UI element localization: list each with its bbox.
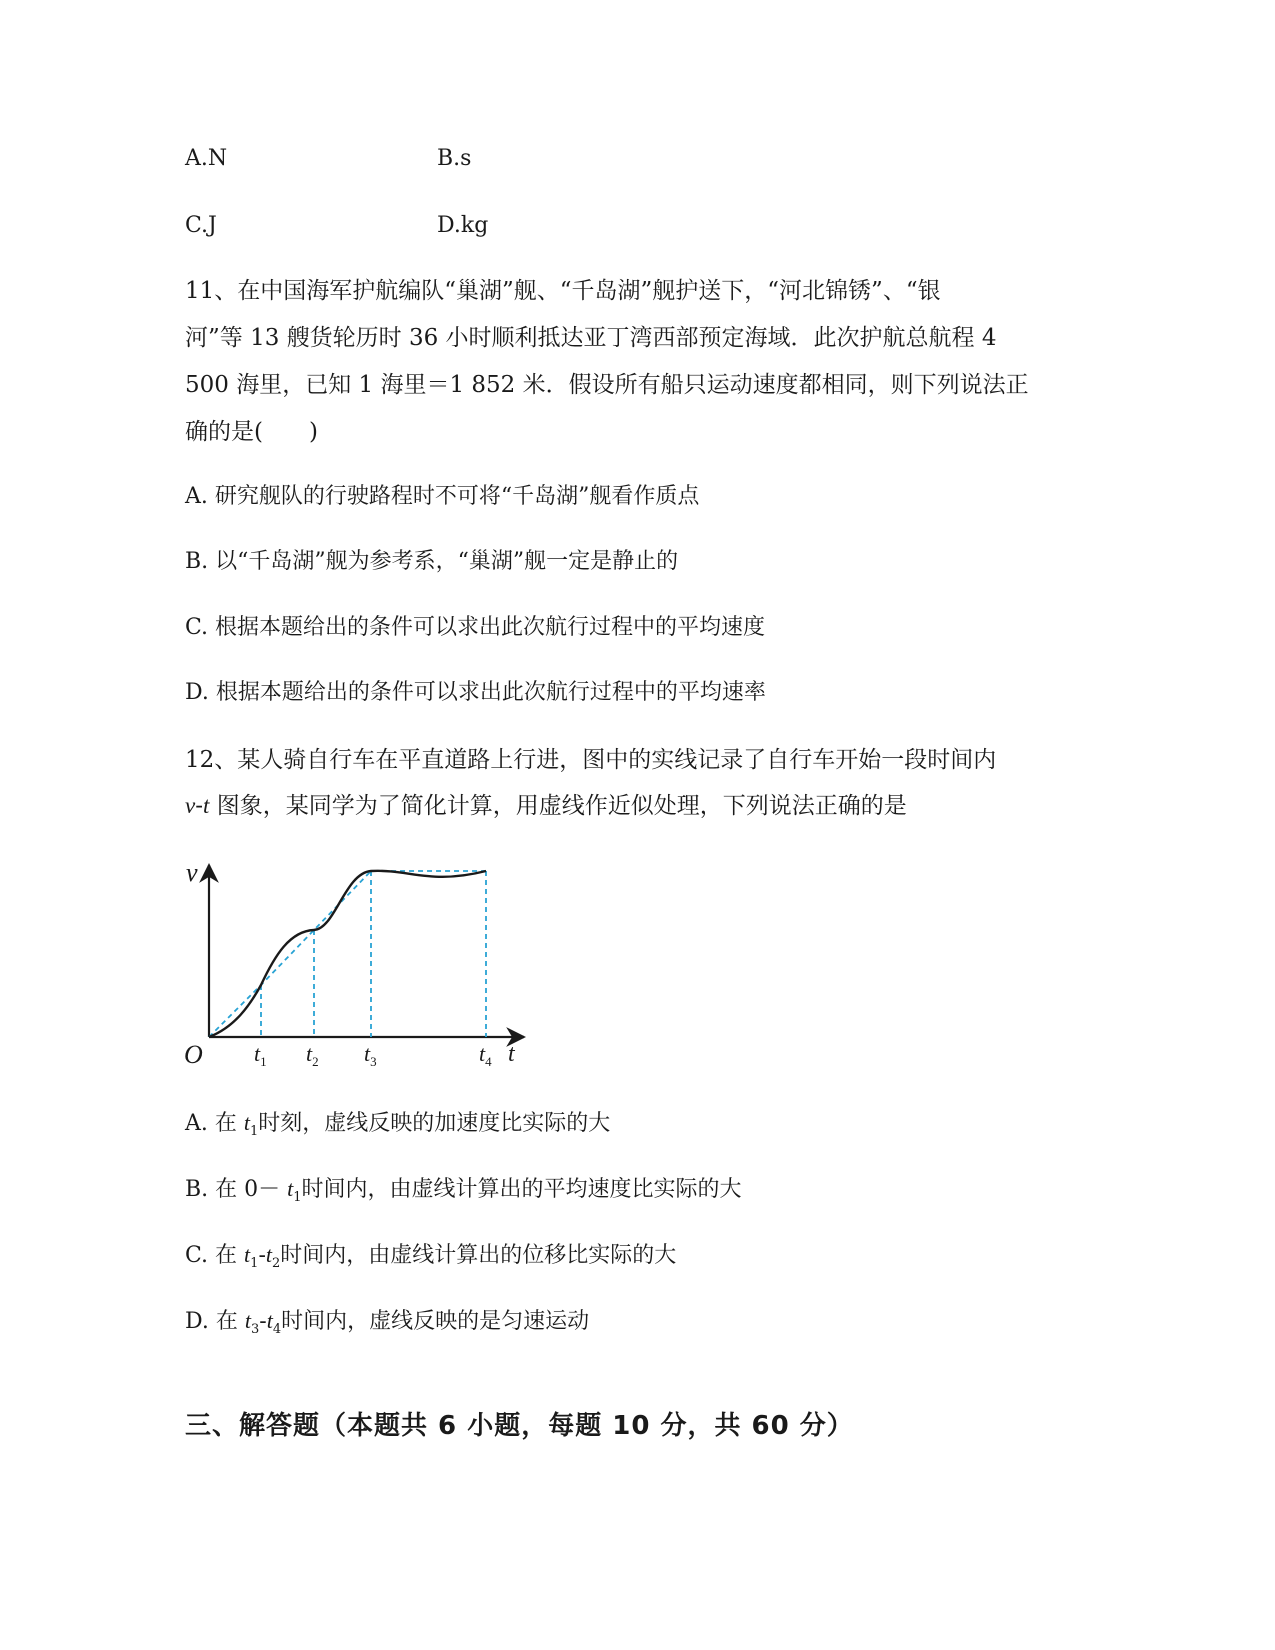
t1-tick-label: $t_1$	[254, 1041, 267, 1069]
t4-tick-label: $t_4$	[479, 1041, 492, 1069]
q12-stem-line-2: v-t 图象，某同学为了简化计算，用虚线作近似处理，下列说法正确的是	[185, 793, 907, 819]
origin-label: O	[184, 1040, 203, 1069]
v-axis-label: v	[186, 858, 198, 887]
q11-option-c: C. 根据本题给出的条件可以求出此次航行过程中的平均速度	[185, 615, 766, 640]
q10-option-d: D.kg	[437, 213, 489, 238]
q12-option-d: D. 在 $t_3-t_4$时间内，虚线反映的是匀速运动	[185, 1308, 590, 1337]
solid-velocity-curve	[209, 871, 486, 1037]
q11-option-a: A. 研究舰队的行驶路程时不可将“千岛湖”舰看作质点	[185, 484, 700, 509]
q11-stem-line-3: 500 海里，已知 1 海里＝1 852 米．假设所有船只运动速度都相同，则下列说法正	[185, 372, 1029, 398]
vt-graph	[180, 855, 530, 1075]
q11-option-d: D. 根据本题给出的条件可以求出此次航行过程中的平均速率	[185, 680, 766, 705]
q10-option-b: B.s	[437, 146, 472, 171]
v-variable: v	[185, 793, 196, 818]
section-3-heading: 三、解答题（本题共 6 小题，每题 10 分，共 60 分）	[185, 1411, 854, 1441]
q12-option-c: C. 在 $t_1-t_2$时间内，由虚线计算出的位移比实际的大	[185, 1242, 677, 1271]
q10-option-row-2	[185, 211, 489, 241]
q12-option-a: A. 在 $t_1$时刻，虚线反映的加速度比实际的大	[185, 1110, 611, 1139]
dashed-approximation-line	[209, 871, 486, 1037]
t3-tick-label: $t_3$	[364, 1041, 377, 1069]
q11-stem-line-2: 河”等 13 艘货轮历时 36 小时顺利抵达亚丁湾西部预定海域．此次护航总航程 4	[185, 325, 997, 351]
q11-stem-line-1: 11、在中国海军护航编队“巢湖”舰、“千岛湖”舰护送下，“河北锦锈”、“银	[185, 278, 941, 304]
q10-option-c: C.J	[185, 213, 217, 238]
t-variable: t	[203, 793, 210, 818]
q12-stem-line-1: 12、某人骑自行车在平直道路上行进，图中的实线记录了自行车开始一段时间内	[185, 747, 997, 773]
q12-option-b: B. 在 $0- t_1$时间内，由虚线计算出的平均速度比实际的大	[185, 1176, 742, 1205]
t-axis-label: t	[508, 1041, 515, 1067]
q10-option-a: A.N	[185, 146, 228, 171]
q10-option-row-1	[185, 144, 472, 174]
q11-stem-line-4: 确的是( )	[185, 419, 318, 445]
q11-option-b: B. 以“千岛湖”舰为参考系，“巢湖”舰一定是静止的	[185, 549, 679, 574]
t2-tick-label: $t_2$	[306, 1041, 319, 1069]
